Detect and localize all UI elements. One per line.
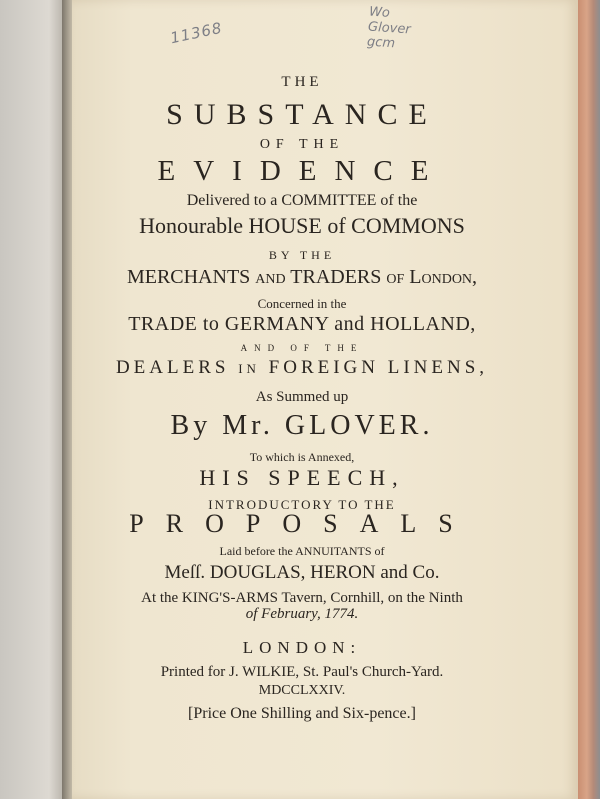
title-line-by-the: BY THE — [268, 248, 336, 262]
title-delivered-line: Delivered to a COMMITTEE of the — [186, 192, 418, 209]
handwritten-note-line: Glover — [367, 19, 412, 38]
title-merchants-traders: MERCHANTS and TRADERS of London, — [126, 266, 478, 288]
title-evidence: EVIDENCE — [157, 155, 447, 187]
handwritten-catalog-number: 11368 — [168, 18, 225, 48]
handwritten-note-line: gcm — [366, 34, 396, 52]
imprint-london: LONDON: — [242, 638, 362, 657]
title-dealers-linens: DEALERS in FOREIGN LINENS, — [115, 357, 489, 378]
handwritten-note-line: Wo — [368, 4, 391, 21]
title-trade-germany-holland: TRADE to GERMANY and HOLLAND, — [128, 313, 476, 335]
title-douglas-heron: Meſſ. DOUGLAS, HERON and Co. — [164, 562, 440, 583]
facing-page — [0, 0, 70, 799]
title-laid-before: Laid before the ANNUITANTS of — [219, 544, 385, 558]
title-kings-arms: At the KING'S-ARMS Tavern, Cornhill, on the Ninth — [141, 590, 463, 606]
title-concerned-in: Concerned in the — [257, 296, 347, 311]
imprint-price: [Price One Shilling and Six-pence.] — [188, 705, 416, 722]
imprint-year: MDCCLXXIV. — [258, 683, 346, 698]
title-his-speech: HIS SPEECH, — [199, 465, 405, 490]
handwritten-note — [366, 5, 412, 53]
title-substance: SUBSTANCE — [166, 98, 438, 131]
title-line-of-the: OF THE — [259, 137, 345, 152]
title-introductory: INTRODUCTORY TO THE — [208, 497, 396, 512]
title-summed-up: As Summed up — [255, 389, 349, 405]
title-annexed: To which is Annexed, — [249, 450, 355, 464]
page-edge — [578, 0, 600, 799]
title-line-the: THE — [281, 74, 323, 90]
title-proposals: PROPOSALS — [129, 509, 475, 538]
title-february-1774: of February, 1774. — [245, 606, 359, 622]
imprint-printer: Printed for J. WILKIE, St. Paul's Church-Yard. — [160, 664, 444, 680]
title-line-and-of-the: AND OF THE — [240, 343, 364, 353]
title-by-mr-glover: By Mr. GLOVER. — [170, 410, 434, 441]
title-house-of-commons: Honourable HOUSE of COMMONS — [139, 213, 465, 238]
